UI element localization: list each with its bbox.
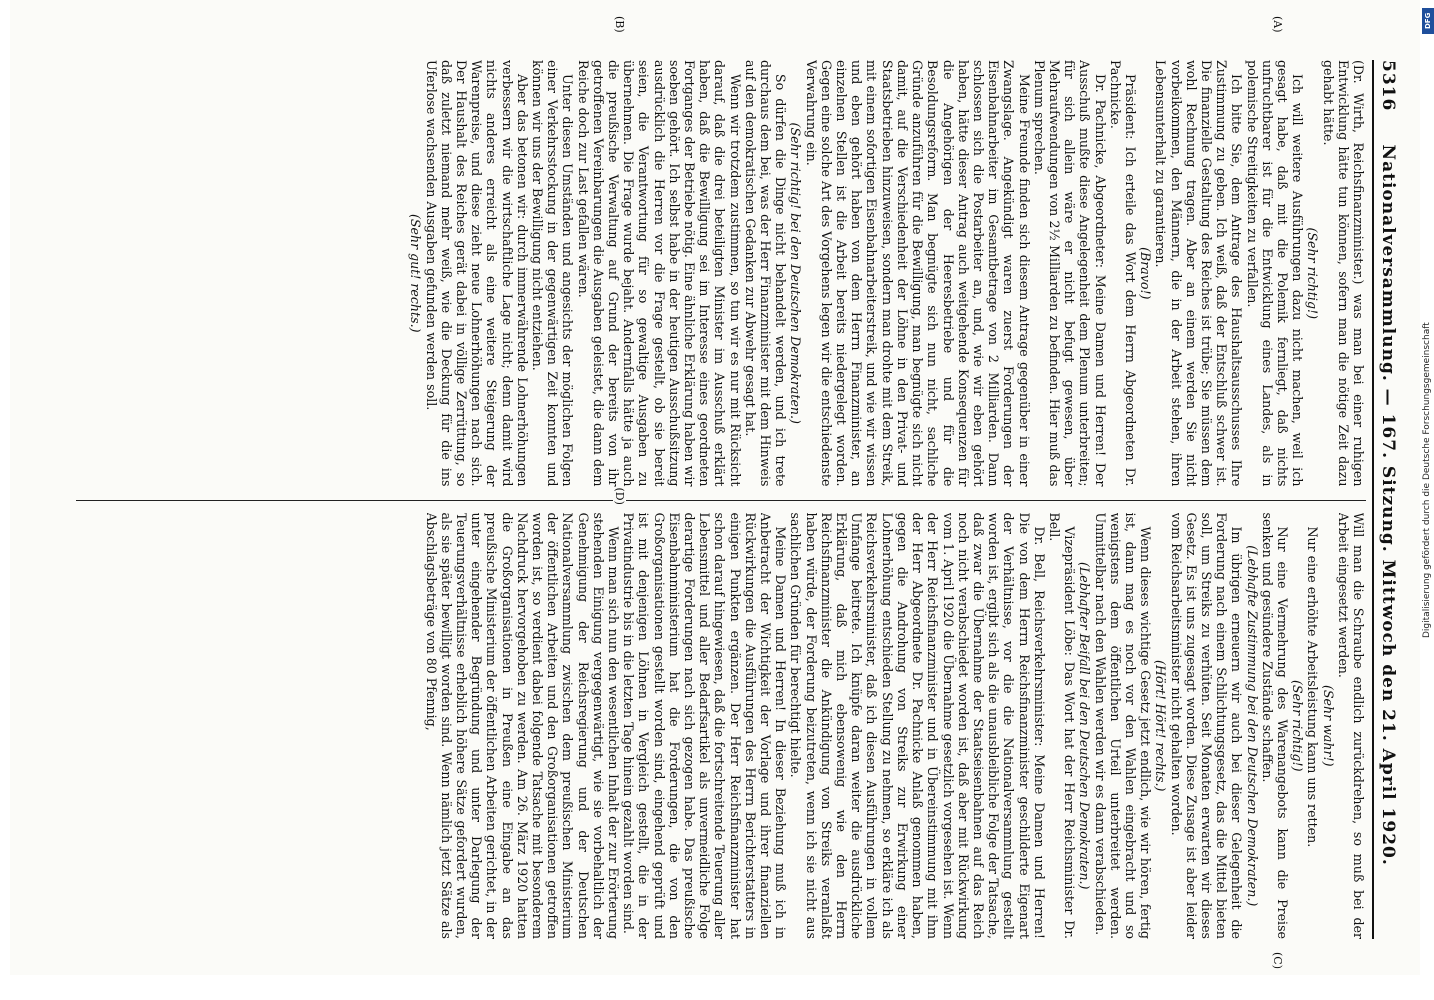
margin-marker-a: (A) <box>1271 16 1284 33</box>
paragraph: Unter diesen Umständen und angesichts der möglichen Folgen einer Verkehrsstockung in der gegenwärtigen Zeit konnten und können wir uns der Bewilligung nicht entziehen. <box>530 60 576 487</box>
column-divider <box>76 500 1366 501</box>
paragraph: Vizepräsident Löbe: Das Wort hat der Herr Reichsminister Dr. Bell. <box>1046 512 1078 939</box>
document-page <box>10 0 1420 975</box>
paragraph: Dr. Bell, Reichsverkehrsminister: Meine Damen und Herren! Die von dem Herrn Reichsfinanzminister geschilderte Eigenart der Verhältnisse, vor die die Nationalversammlung gestellt worden ist, ergibt sich als die unausbleibliche Folge der Tatsache, daß zwar die Übernahme der Staatseisenbahnen auf das Reich noch nicht verabschiedet worden ist, daß aber mit Rückwirkung vom 1. April 1920 die Übernahme gesetzlich vorgesehen ist. Wenn der Herr Reichsfinanzminister und in Übereinstimmung mit ihm der Herr Abgeordnete Dr. Pachnicke Anlaß genommen haben, gegen die Androhung von Streiks zur Erwirkung einer Lohnerhöhung entschieden Stellung zu nehmen, so erkläre ich als Reichsverkehrsminister, daß ich diesen Ausführungen in vollem Umfange beitrete. Ich knüpfe daran weiter die ausdrückliche Erklärung, daß mich ebensowenig wie den Herrn Reichsfinanzminister die Ankündigung von Streiks veranlaßt haben würde, der Forderung beizutreten, wenn ich sie nicht aus sachlichen Gründen für berechtigt hielte. <box>788 512 1047 939</box>
left-column <box>76 60 1366 487</box>
digitization-sidebar <box>1422 8 1434 998</box>
paragraph: Im übrigen erneuern wir auch bei dieser Gelegenheit die Forderung nach einem Schlichtungsgesetz, das die Mittel bieten soll, um Streiks zu verhüten. Seit Monaten erwarten wir dieses Gesetz. Es ist uns zugesagt worden. Diese Zusage ist aber leider vom Reichsarbeitsminister nicht gehalten worden. <box>1168 512 1245 939</box>
paragraph: Meine Damen und Herren! In dieser Beziehung muß ich in Anbetracht der Wichtigkeit der Vorlage und ihrer finanziellen Rückwirkungen die Ausführungen des Herrn Berichterstatters in einigen Punkten ergänzen. Der Herr Reichsfinanzminister hat schon darauf hingewiesen, daß die fortschreitende Teuerung aller Lebensmittel und aller Bedarfsartikel als unvermeidliche Folge derartige Forderungen nach sich gezogen habe. Das preußische Eisenbahnministerium hat die Forderungen, die von den Großorganisationen gestellt worden sind, eingehend geprüft und ist mit denjenigen Löhnen in Vergleich gestellt, die in der Privatindustrie bis in die letzten Tage hinein gezahlt worden sind. <box>621 512 789 939</box>
paragraph: (Dr. Wirth, Reichsfinanzminister.) was man bei einer ruhigen Entwicklung hätte tun können, sofern man die nötige Zeit dazu gehabt hätte. <box>1320 60 1366 487</box>
paragraph: Wenn wir trotzdem zustimmen, so tun wir es nur mit Rücksicht darauf, daß die drei beteiligten Minister im Ausschuß erklärt haben, daß die Bewilligung sei im Interesse eines geordneten Fortganges der Betriebe nötig. Eine ähnliche Erklärung haben wir soeben gehört. Ich selbst habe in der heutigen Ausschußsitzung ausdrücklich die Herren vor die Frage gestellt, ob sie bereit seien, die Verantwortung für so gewaltige Ausgaben zu übernehmen. Die Frage wurde bejaht. Andernfalls hätte ja auch die preußische Verwaltung auf Grund der bereits von ihr getroffenen Vereinbarungen die Ausgaben geleistet, die dann dem Reiche doch zur Last gefallen wären. <box>575 60 743 487</box>
paragraph: So dürfen die Dinge nicht behandelt werden, und ich trete durchaus dem bei, was der Herr Finanzminister mit dem Hinweis auf den demokratischen Gedanken zur Abwehr gesagt hat. <box>742 60 789 487</box>
paragraph: Will man die Schraube endlich zurückdrehen, so muß bei der Arbeit eingesetzt werden. <box>1335 512 1366 939</box>
interjection: (Lebhafter Beifall bei den Deutschen Demokraten.) <box>1077 562 1093 890</box>
margin-marker-b: (B) <box>613 16 626 33</box>
right-column <box>76 513 1366 940</box>
page-number: 5316 <box>1378 60 1398 112</box>
interjection: (Sehr gut! rechts.) <box>408 213 424 333</box>
paragraph: Nur eine Vermehrung des Warenangebots kann die Preise senken und gesündere Zustände schaffen. <box>1259 512 1290 939</box>
paragraph: Meine Freunde finden sich diesem Antrage gegenüber in einer Zwangslage. Angekündigt waren zuerst Forderungen der Eisenbahnarbeiter im Gesamtbetrage von 2 Milliarden. Dann schlossen sich die Postarbeiter an, und, wie wir eben gehört haben, hätte dieser Antrag auch weitgehende Konsequenzen für die Angehörigen der Heeresbetriebe und für die Besoldungsreform. Man begnügte sich nun nicht, sachliche Gründe anzuführen für die Bewilligung, man begnügte sich nicht damit, auf die Verschiedenheit der Löhne in den Privat- und Staatsbetrieben hinzuweisen, sondern man drohte mit dem Streik, mit einem sofortigen Eisenbahnarbeiterstreik, und wie wir wissen und eben gehört haben von dem Herrn Finanzminister, an einzelnen Stellen ist die Arbeit bereits niedergelegt worden. Gegen eine solche Art des Vorgehens legen wir die entschiedenste Verwahrung ein. <box>803 60 1032 487</box>
paragraph: Präsident: Ich erteile das Wort dem Herrn Abgeordneten Dr. Pachnicke. <box>1107 60 1138 487</box>
paragraph: Ich bitte Sie, dem Antrage des Haushaltsausschusses Ihre Zustimmung zu geben. Ich weiß, daß der Entschluß schwer ist. Die finanzielle Gestaltung des Reiches ist trübe; Sie müssen dem wohl Rechnung tragen. Aber an einem werden Sie nicht vorbeikommen, den Männern, die in der Arbeit stehen, ihren Lebensunterhalt zu garantieren. <box>1153 60 1245 487</box>
paragraph: Wenn dieses wichtige Gesetz jetzt endlich, wie wir hören, fertig ist, dann mag es noch vor den Wahlen eingebracht und so wenigstens dem öffentlichen Urteil unterbreitet werden. Unmittelbar nach den Wahlen werden wir es dann verabschieden. <box>1092 512 1154 939</box>
paragraph: Wenn man sich nun den wesentlichen Inhalt der zur Erörterung stehenden Einigung vergegenwärtigt, wie sie vorbehaltlich der Genehmigung der Reichsregierung und der Deutschen Nationalversammlung zwischen dem preußischen Ministerium der öffentlichen Arbeiten und den Großorganisationen getroffen worden ist, so verdient dabei folgende Tatsache mit besonderem Nachdruck hervorgehoben zu werden. Am 26. März 1920 hatten die Großorganisationen in Preußen eine Eingabe an das preußische Ministerium der öffentlichen Arbeiten gerichtet, in der unter eingehender Begründung und unter Darlegung der Teuerungsverhältnisse erheblich höhere Sätze gefordert wurden, als sie später bewilligt worden sind. Wenn nämlich jetzt Sätze als Abschlagsbeträge von 80 Pfennig, <box>423 512 622 939</box>
interjection: (Lebhafte Zustimmung bei den Deutschen Demokraten.) <box>1244 545 1260 907</box>
margin-marker-c: (C) <box>1271 952 1284 969</box>
margin-marker-d: (D) <box>613 487 626 505</box>
paragraph: Ich will weitere Ausführungen dazu nicht machen, weil ich gesagt habe, daß mit die Polemik fernliegt, daß nichts unfruchtbarer ist für die Entwicklung eines Landes, als in polemische Streitigkeiten zu verfallen. <box>1244 60 1306 487</box>
interjection: (Sehr richtig! bei den Deutschen Demokraten.) <box>788 122 804 424</box>
paragraph: Dr. Pachnicke, Abgeordneter: Meine Damen und Herren! Der Ausschuß mußte diese Angelegenheit dem Plenum unterbreiten; für sich allein wäre er nicht befugt gewesen, über Mehraufwendungen von 2½ Milliarden zu befinden. Hier muß das Plenum sprechen. <box>1031 60 1108 487</box>
interjection: (Sehr richtig!) <box>1290 680 1306 772</box>
paragraph: Aber das betonen wir: durch immerwährende Lohnerhöhungen verbessern wir die wirtschaftliche Lage nicht; denn damit wird nichts anderes erreicht als eine weitere Steigerung der Warenpreise, und diese zieht neue Lohnerhöhungen nach sich. Der Haushalt des Reiches gerät dabei in völlige Zerrüttung, so daß zuletzt niemand mehr weiß, wie die Deckung für die ins Uferlose wachsenden Ausgaben gefunden werden soll. <box>423 60 530 487</box>
page-title: Nationalversammlung. — 167. Sitzung. Mittwoch den 21. April 1920. <box>1378 144 1398 866</box>
paragraph: Nur eine erhöhte Arbeitsleistung kann uns retten. <box>1305 526 1321 848</box>
interjection: (Sehr wahr!) <box>1320 684 1336 767</box>
dfg-logo-icon: DFG <box>1422 8 1434 34</box>
interjection: (Hört! Hört! rechts.) <box>1153 660 1169 792</box>
text-columns <box>76 16 1366 969</box>
page-header <box>1372 60 1398 939</box>
interjection: (Sehr richtig!) <box>1305 227 1321 319</box>
digitization-note: Digitalisierung gefördert durch die Deutsche Forschungsgemeinschaft <box>1422 322 1432 638</box>
interjection: (Bravo!) <box>1138 247 1154 300</box>
